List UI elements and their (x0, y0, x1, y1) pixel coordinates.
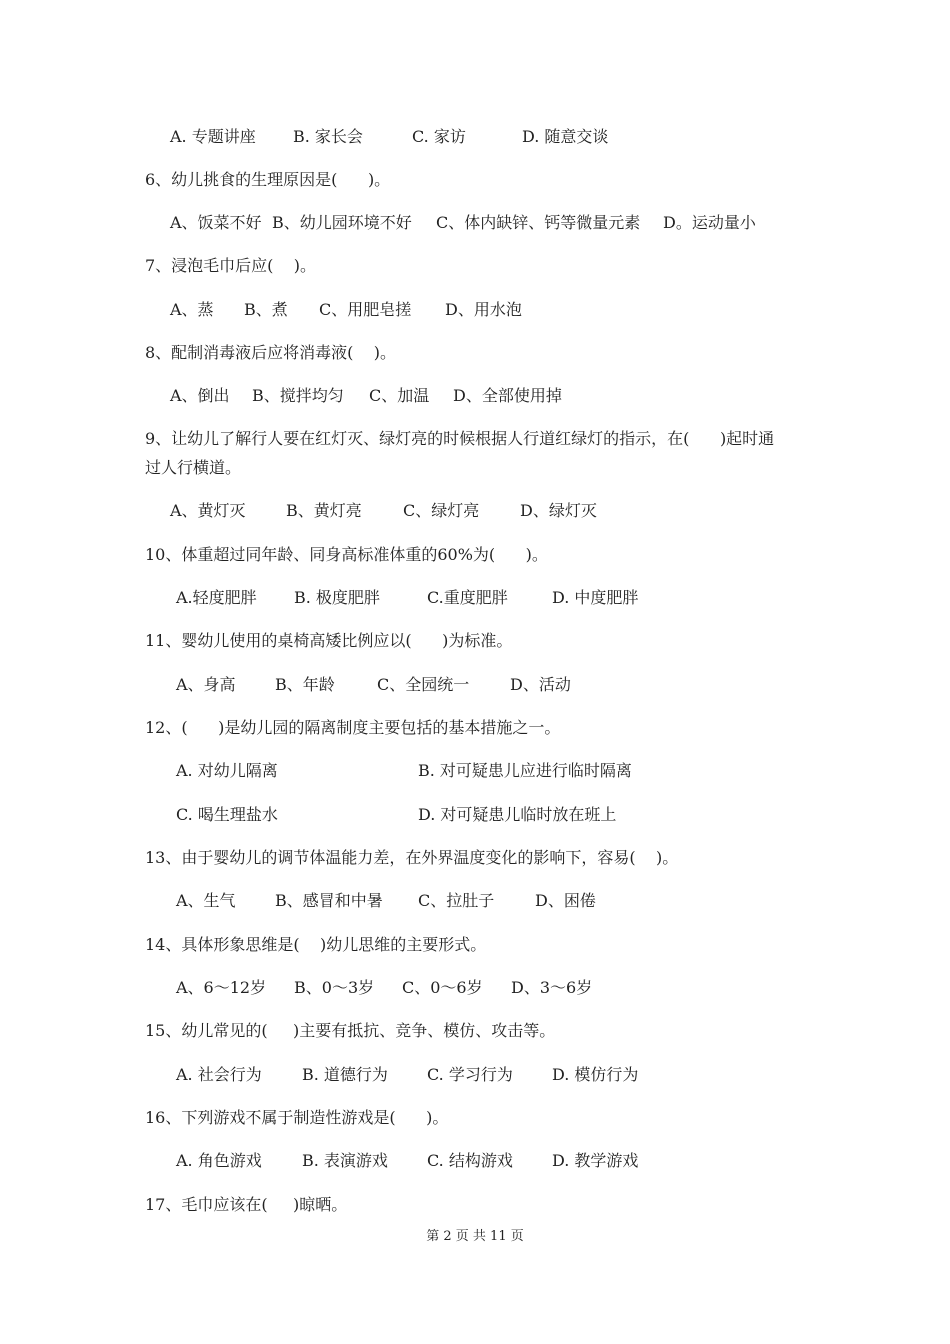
q12-options-row2 (170, 802, 617, 828)
q9-text-line1: 9、让幼儿了解行人要在红灯灭、绿灯亮的时候根据人行道红绿灯的指示，在( )起时通 (145, 429, 775, 448)
q8-option-c: C、加温 (369, 386, 430, 405)
q15-option-a: A. 社会行为 (176, 1065, 262, 1084)
q5-option-b: B. 家长会 (293, 127, 363, 146)
q12-option-d: D. 对可疑患儿临时放在班上 (418, 805, 617, 824)
q15-text: 15、幼儿常见的( )主要有抵抗、竞争、模仿、攻击等。 (145, 1021, 556, 1040)
q11-option-a: A、身高 (176, 675, 236, 694)
q13-option-c: C、拉肚子 (418, 891, 495, 910)
q11-option-d: D、活动 (510, 675, 571, 694)
q10-option-a: A.轻度肥胖 (176, 588, 257, 607)
q9-option-c: C、绿灯亮 (403, 501, 480, 520)
q13-text: 13、由于婴幼儿的调节体温能力差，在外界温度变化的影响下，容易( )。 (145, 848, 679, 867)
q12-options-row1 (170, 758, 632, 784)
q6-option-a: A、饭菜不好 (170, 213, 262, 232)
q11-options (170, 672, 571, 698)
q7-options (170, 297, 522, 323)
q8-option-d: D、全部使用掉 (453, 386, 562, 405)
q15-option-b: B. 道德行为 (302, 1065, 388, 1084)
q5-option-d: D. 随意交谈 (522, 127, 609, 146)
q15-option-c: C. 学习行为 (427, 1065, 513, 1084)
q5-option-c: C. 家访 (412, 127, 466, 146)
q13-option-d: D、困倦 (535, 891, 596, 910)
q7-option-b: B、煮 (244, 300, 288, 319)
q16-options (170, 1148, 639, 1174)
q12-option-a: A. 对幼儿隔离 (176, 761, 278, 780)
page-footer: 第 2 页 共 11 页 (426, 1229, 524, 1244)
q6-option-d: D。运动量小 (663, 213, 756, 232)
q16-option-c: C. 结构游戏 (427, 1151, 513, 1170)
q10-options (170, 585, 639, 611)
q7-option-d: D、用水泡 (445, 300, 522, 319)
q14-text: 14、具体形象思维是( )幼儿思维的主要形式。 (145, 935, 487, 954)
q10-text: 10、体重超过同年龄、同身高标准体重的60%为( )。 (145, 545, 548, 564)
q16-option-b: B. 表演游戏 (302, 1151, 388, 1170)
q16-option-d: D. 教学游戏 (552, 1151, 639, 1170)
q7-option-a: A、蒸 (170, 300, 214, 319)
q15-options (170, 1062, 639, 1088)
q13-options (170, 888, 596, 914)
q16-option-a: A. 角色游戏 (176, 1151, 262, 1170)
q12-option-c: C. 喝生理盐水 (176, 805, 278, 824)
q14-option-c: C、0～6岁 (402, 978, 483, 997)
q11-option-c: C、全园统一 (377, 675, 470, 694)
q10-option-c: C.重度肥胖 (427, 588, 508, 607)
q9-options (170, 498, 597, 524)
q14-option-b: B、0～3岁 (294, 978, 375, 997)
q6-option-b: B、幼儿园环境不好 (272, 213, 412, 232)
q9-option-b: B、黄灯亮 (286, 501, 362, 520)
q8-option-a: A、倒出 (170, 386, 230, 405)
q12-text: 12、( )是幼儿园的隔离制度主要包括的基本措施之一。 (145, 718, 561, 737)
q16-text: 16、下列游戏不属于制造性游戏是( )。 (145, 1108, 449, 1127)
q7-option-c: C、用肥皂搓 (319, 300, 412, 319)
q6-option-c: C、体内缺锌、钙等微量元素 (436, 213, 641, 232)
q11-text: 11、婴幼儿使用的桌椅高矮比例应以( )为标准。 (145, 631, 513, 650)
q13-option-b: B、感冒和中暑 (275, 891, 383, 910)
q5-option-a: A. 专题讲座 (170, 127, 256, 146)
q13-option-a: A、生气 (176, 891, 236, 910)
q10-option-d: D. 中度肥胖 (552, 588, 639, 607)
q9-option-d: D、绿灯灭 (520, 501, 597, 520)
q8-text: 8、配制消毒液后应将消毒液( )。 (145, 343, 397, 362)
q11-option-b: B、年龄 (275, 675, 335, 694)
q5-options (170, 124, 609, 150)
q12-option-b: B. 对可疑患儿应进行临时隔离 (418, 761, 632, 780)
q8-options (170, 383, 562, 409)
q14-option-d: D、3～6岁 (511, 978, 593, 997)
q17-text: 17、毛巾应该在( )晾晒。 (145, 1195, 348, 1214)
q15-option-d: D. 模仿行为 (552, 1065, 639, 1084)
q14-option-a: A、6～12岁 (176, 978, 267, 997)
q7-text: 7、浸泡毛巾后应( )。 (145, 256, 317, 275)
q8-option-b: B、搅拌均匀 (252, 386, 344, 405)
q9-text-line2: 过人行横道。 (145, 458, 242, 477)
q6-options (170, 210, 756, 236)
q9-option-a: A、黄灯灭 (170, 501, 246, 520)
q6-text: 6、幼儿挑食的生理原因是( )。 (145, 170, 391, 189)
q14-options (170, 975, 593, 1001)
q10-option-b: B. 极度肥胖 (294, 588, 380, 607)
